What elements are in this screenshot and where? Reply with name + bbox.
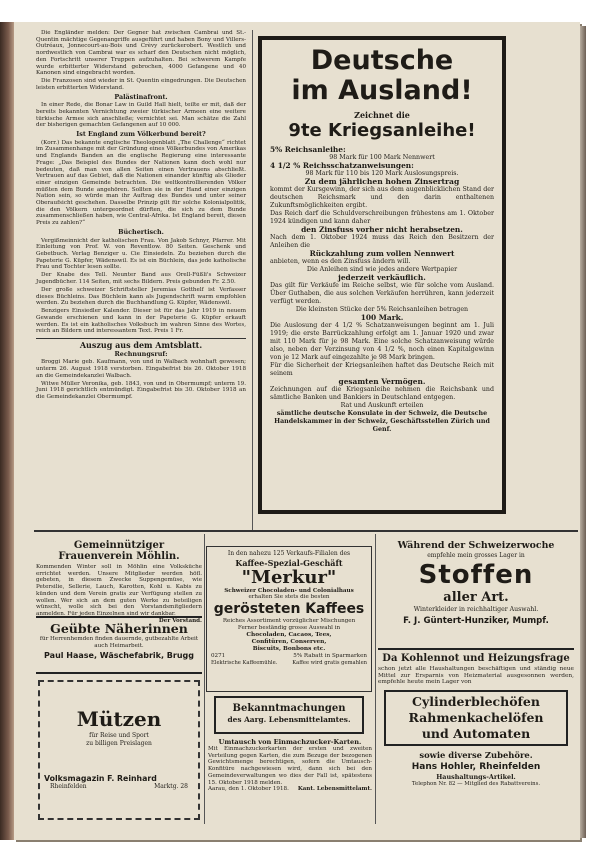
zinsertrag-heading: Zu dem jährlichen hohen Zinsertrag (304, 177, 460, 186)
palestine-text: In einer Rede, die Bonar Law in Guild Hall hielt, teilte er mit, daß der bereits bekannten Vernichtung zweier türkischer Armeen eine weitere türkische Armee sich anschließe; vernichtet sei. Man schätze die Zahl der bisherigen gemachten Gefangenen auf 10 000. (36, 102, 246, 129)
konsulate-text: sämtliche deutsche Konsulate in der Schweiz, die Deutsche Handelskammer in der Schweiz, Geschäftsstellen Zürich und Genf. (274, 410, 490, 433)
amtsblatt-entry: Witwe Müller Veronika, geb. 1843, von und in Obermumpf; unterm 19. Juni 1918 gerichtlich entmündigt. Eingabefrist bis 30. Oktober 1918 an die Gemeindekanzlei Obermumpf. (36, 380, 246, 401)
merkur-items: Chocoladen, Cacaos, Tees, (246, 632, 332, 639)
muetzen-address: Marktg. 28 (154, 783, 188, 790)
reichsanleihe-price: 98 Mark für 100 Mark Nennwert (329, 154, 435, 161)
frauenverein-signature: Der Vorstand. (158, 617, 202, 624)
stoffe-big: Stoffen (418, 560, 534, 590)
naeherinnen-company: Paul Haase, Wäschefabrik, Brugg (44, 651, 194, 660)
column-rule (252, 30, 253, 530)
merkur-brand: Schweizer Chocoladen- und Colonialhaus (224, 587, 354, 594)
verkaeuflich-pre: Die Anleihen sind wie jedes andere Wertpapier (306, 266, 458, 273)
kohlennot-phone: Telephon Nr. 82 — Mitglied des Rabattvereins. (411, 781, 541, 788)
rueckzahlung-heading: Rückzahlung zum vollen Nennwert (309, 249, 455, 258)
horizontal-rule (34, 530, 578, 532)
ad-title-line1: Deutsche (310, 45, 454, 76)
lebensmittelamt-heading-box (214, 696, 364, 734)
einmachzucker-notice (208, 738, 372, 820)
kohlennot-big: Cylinderblechöfen (412, 694, 540, 710)
naeherinnen-ad (36, 616, 202, 674)
page-edge (580, 26, 586, 838)
zinsertrag-text: kommt der Kursgewinn, der sich aus dem augenblicklichen Stand der deutschen Reichsmark und den darin enthaltenen Zukunftsmöglichkeiten ergibt. (270, 186, 494, 209)
rueckzahlung-text: anbieten, wenn es den Zinsfuss ändern will. (270, 258, 411, 265)
kohlennot-sowie: sowie diverse Zubehöre. (419, 750, 533, 761)
book-spine (0, 22, 14, 840)
kohlennot-title: Da Kohlennot und Heizungsfrage (382, 653, 570, 664)
hundert-mark: 100 Mark. (360, 313, 404, 322)
news-paragraph: Die Franzosen sind wieder in St. Quentin eingedrungen. Die Deutschen leisten erbitterten Widerstand. (36, 78, 246, 91)
stoffe-name: F. J. Güntert-Hunziker, Mumpf. (403, 616, 549, 626)
ad-title-line2: im Ausland! (291, 75, 473, 106)
lebensmittelamt-title2: des Aarg. Lebensmittelamtes. (227, 715, 351, 724)
stoffe-all: aller Art. (443, 590, 509, 605)
voelkerbund-text: (Korr.) Das bekannte englische Theologenblatt „The Challenge“ richtet im Zusammenhange mit der Gründung eines Völkerbundes von Amerikas und Englands Banden an die englische Regierung eine interessante Frage: „Das Beispiel des Bundes der Nationen kann doch wohl nur bedeuten, daß man von allen Seiten einen Vertrauens abschließt. Vertrauen auf das Gebiet, daß die Nationen einander künftig als Glieder einer einzigen Gemeinde betrachten. Die weltkontrollierenden Völker müßten dem Bunde angehören. Sollten sie in der Hand einer einzigen Nation sein, so würde man ihr Auftrag des Bundes und unter seiner Oberaufsicht geschehen. Dasselbe Prinzip gilt für solche Kolonialpolitik, die den Völkern untergeordnet dürften, die sich zu dem Bunde zusammenschließen haben, wie Central-Afrika. Ist England bereit, diesen Preis zu zahlen?“ (36, 139, 246, 227)
einmachzucker-office: Kant. Lebensmittelamt. (297, 786, 372, 793)
amtsblatt-subheading: Rechnungsruf: (114, 349, 168, 358)
left-news-column (36, 30, 246, 526)
nach-1924-text: Nach dem 1. Oktober 1924 muss das Reich den Besitzern der Anleihen die (270, 234, 494, 249)
merkur-assortment: Reiches Assortiment vorzüglicher Mischungen (222, 618, 356, 625)
news-paragraph: Die Engländer melden: Der Gegner hat zwischen Cambrai und St.-Quentin mächtige Gegenangriffe ausgeführt und haben Bony und Villers-Outréaux, Jonnecourt-au-Bois und Crèvy zurückerobert. Westlich und nordwestlich von Cambrai war es scharf den Deutschen nicht möglich, den Fortschritt unserer Truppen aufzuhalten. Bei schwerem Kampfe wurde erbitterter Widerstand gebrochen, 4000 Gefangene und 40 Kanonen sind eingebracht worden. (36, 30, 246, 77)
merkur-items: Confitüren, Conserven, (251, 639, 327, 646)
frauenverein-text: Kommenden Winter soll in Möhlin eine Volksküche errichtet werden. Unsere Mitglieder werden höfl. gebeten, in diesem Zwecke Suppengemüse, wie Petersilie, Sellerie, Lauch, Karotten, Kohl u. Kabis zu künden und dem Verein gratis zur Verfügung stellen zu wollen. Wer sich an dem guten Werke zu beteiligen wünscht, wolle sich bei den Vorstandsmitgliedern anmelden. Für jeden Einzelnen sind wir dankbar. (36, 564, 202, 617)
einmachzucker-date: Aarau, den 1. Oktober 1918. (208, 786, 289, 793)
ad-zeichnet: Zeichnet die (354, 110, 410, 120)
merkur-intro: In den nahezu 125 Verkaufs-Filialen des (227, 550, 351, 557)
palestine-heading: Palästinafront. (114, 92, 168, 101)
rat-text: Rat und Auskunft erteilen (340, 402, 424, 409)
schatz-label: 4 1/2 % Reichsschatzanweisungen: (270, 161, 414, 170)
naeherinnen-title: Geübte Näherinnen (50, 621, 188, 636)
book-review: Der Knabe des Tell. Neunter Band aus Orell-Füßli's Schweizer Jugendbücher. 114 Seiten, mit sechs Bildern. Preis gebunden Fr. 2.50. (36, 272, 246, 285)
kohlennot-big: Rahmenkachelöfen (408, 710, 544, 726)
divider (36, 338, 246, 339)
kohlennot-ofen-box (384, 690, 568, 746)
merkur-ad (206, 546, 372, 692)
merkur-code: 0271 (211, 653, 226, 660)
auslosung-text: Die Auslosung der 4 1/2 % Schatzanweisungen beginnt am 1. Juli 1919; die erste Barrückzahlung erfolgt am 1. Januar 1920 und zwar mit 110 Mark für je 98 Mark. Eine solche Schatzanweisung würde also, neben der Verzinsung von 4 1/2 %, noch einen Kapitalgewinn von je 12 Mark auf eingezahlte je 98 Mark bringen. (270, 322, 494, 361)
einmachzucker-text: Mit Einmachzuckerkarten der ersten und zweiten Verteilung gegen Karten, die zum Bezuge der bezogenen Gewichtsmenge berechtigen, sofern die Umtausch-Konfitüre nachgewiesen wird, dann sich bei den Gemeindeverwaltungen wo dies der Fall ist, spätestens 15. Oktober 1918 melden. (208, 746, 372, 786)
kuendigung-text: Das Reich darf die Schuldverschreibungen frühestens am 1. Oktober 1924 kündigen und kann daher (270, 210, 494, 225)
kriegsanleihe-ad (258, 36, 506, 514)
muetzen-town: Rheinfelden (50, 783, 87, 790)
muetzen-sub1: für Reise und Sport (89, 732, 149, 739)
book-review: Benzigers Einsiedler Kalender. Dieser ist für das Jahr 1919 in neuem Gewande erschienen und kann in der Papeterie G. Küpfer erkauft werden. Es ist ein katholisches Volksbuch im wahren Sinne des Wortes, reich an Bildern und interessantem Text. Preis 1 Fr. (36, 308, 246, 335)
ad-anleihe-title: 9te Kriegsanleihe! (288, 120, 476, 141)
naeherinnen-sub: für Herrenhemden finden dauernde, gutbezahlte Arbeit auch Heimarbeit. (39, 636, 199, 649)
kohlennot-big: und Automaten (421, 726, 531, 742)
kohlennot-articles: Haushaltungs-Artikel. (436, 773, 516, 782)
merkur-ferner: Ferner beständig grosse Auswahl in (237, 625, 341, 632)
buechertisch-heading: Büchertisch. (118, 227, 164, 236)
verkaeuflich-heading: jederzeit verkäuflich. (338, 273, 426, 282)
book-review: Der große schweizer Schriftsteller Jeremias Gotthelf ist Verfasser dieses Büchleins. Das Büchlein kann als Jugendschrift warm empfohlen werden. Zu beziehen durch die Buchhandlung G. Küpfer, Wädenswil. (36, 286, 246, 307)
kohlennot-company: Hans Hohler, Rheinfelden (411, 762, 541, 773)
merkur-machine: Elektrische Kaffeemühle. (211, 660, 278, 667)
merkur-rabatt: 5% Rabatt in Sparmarken (293, 653, 367, 660)
amtsblatt-heading: Auszug aus dem Amtsblatt. (79, 339, 203, 350)
reichsanleihe-label: 5% Reichsanleihe: (270, 145, 346, 154)
amtsblatt-entry: Broggi Marie geb. Kaufmann, von und in Walbach wohnhaft gewesen; unterm 26. August 1918 verstorben. Eingabefrist bis 26. Oktober 1918 an die Gemeindekanzlei Walbach. (36, 359, 246, 379)
stoffe-winter: Winterkleider in reichhaltiger Auswahl. (413, 606, 539, 613)
voelkerbund-heading: Ist England zum Völkerbund bereit? (76, 130, 206, 139)
einmachzucker-title: Umtausch von Einmachzucker-Karten. (218, 738, 362, 746)
column-rule (204, 534, 205, 824)
kohlennot-ad (378, 648, 574, 826)
kohlennot-text: schon jetzt alle Haushaltungen beschäftigen und ständig neue Mittel zur Ersparnis von Heizmaterial ausgesonnen werden, empfehle heute mein Lager von (378, 666, 574, 686)
column-rule (375, 534, 376, 824)
merkur-items: Biscuits, Bonbons etc. (252, 646, 326, 653)
kleinste-stuecke: Die kleinsten Stücke der 5% Reichsanleihen betragen (295, 306, 469, 313)
stoffe-ad (378, 540, 574, 644)
muetzen-shop: Volksmagazin F. Reinhard (44, 774, 157, 783)
zinsfuss-heading: den Zinsfuss vorher nicht herabsetzen. (301, 225, 463, 234)
lebensmittelamt-title1: Bekanntmachungen (232, 703, 346, 714)
merkur-erhalten: erhalten Sie stets die besten (248, 594, 330, 601)
stoffe-sub: empfehle mein grosses Lager in (427, 552, 525, 559)
verkauf-text: Das gilt für Verkäufe im Reiche selbst, wie für solche vom Ausland. Über Guthaben, die aus solchen Verkäufen herrühren, kann jederzeit verfügt werden. (270, 282, 494, 305)
sicherheit-text: Für die Sicherheit der Kriegsanleihen haftet das Deutsche Reich mit seinem (270, 362, 494, 377)
zeichnungen-text: Zeichnungen auf die Kriegsanleihe nehmen die Reichsbank und sämtliche Banken und Bankiers in Deutschland entgegen. (270, 386, 494, 401)
muetzen-title: Mützen (76, 707, 162, 731)
merkur-product: gerösteten Kaffees (213, 601, 365, 618)
book-review: Vergißmeinnicht der katholischen Frau. Von Jakob Schnyr, Pfarrer. Mit Einleitung von Prof. W. von Reventlow. 80 Seiten. Geschenk und Gebetbuch. Verlag Benziger u. Cie Einsiedeln. Zu beziehen durch die Papeterie G. Küpfer, Wädenswil. Es ist ein Büchlein, das jede katholische Frau und Tochter lesen sollte. (36, 237, 246, 271)
stoffe-title: Während der Schweizerwoche (397, 540, 555, 551)
muetzen-ad (38, 680, 200, 820)
schatz-price: 98 Mark für 110 bis 120 Mark Auslosungspreis. (305, 170, 459, 177)
merkur-name: "Merkur" (241, 566, 337, 588)
frauenverein-title: Gemeinnütziger Frauenverein Möhlin. (58, 540, 180, 562)
merkur-shop-type: Kaffee-Spezial-Geschäft (235, 557, 343, 568)
muetzen-sub2: zu billigen Preislagen (86, 740, 152, 747)
frauenverein-ad (36, 540, 202, 624)
merkur-ground: Kaffee wird gratis gemahlen (292, 660, 367, 667)
vermoegen-heading: gesamten Vermögen. (338, 377, 426, 386)
